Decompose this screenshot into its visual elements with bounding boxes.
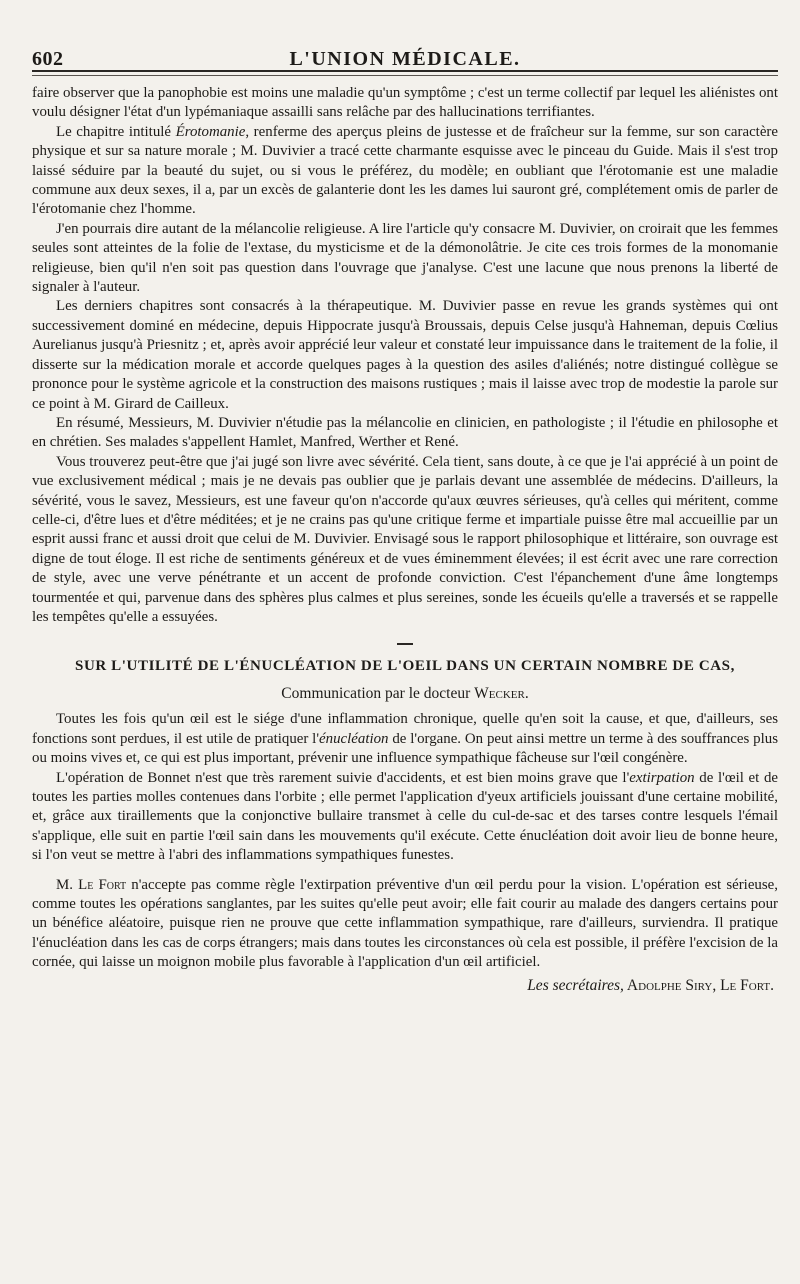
text-run: n'accepte pas comme règle l'extirpation préventive d'un œil perdu pour la vision. L'opération est sérieuse, comme toutes les opérations sanglantes, par les suites qu'elle peut avoir; elle fait courir au malade des dangers certains pour un bénéfice aléatoire, puisque rien ne prouve que cette inflammation sympathique, rare d'ailleurs, surviendra. Il pratique l'énucléation dans les cas de corps étrangers; mais dans toutes les circonstances où cela est possible, il préfère l'excision de la cornée, qui laisse un moignon mobile plus favorable à l'application d'un œil artificiel. <box>32 876 778 971</box>
text-run: Toutes les fois qu'un œil est le siége d'une inflammation chronique, quelle qu'en soit la cause, et que, d'ailleurs, ses fonctions sont perdues, il est utile de pratiquer l' <box>32 711 778 747</box>
review-paragraph-5: En résumé, Messieurs, M. Duvivier n'étudie pas la mélancolie en clinicien, en pathologiste ; il l'étudie en philosophe et en chrétien. Ses malades s'appellent Hamlet, Manfred, Werther et René. <box>32 414 778 451</box>
text-run: Le chapitre intitulé <box>56 123 176 140</box>
text-run: L'opération de Bonnet n'est que très rarement suivie d'accidents, et est bien moins grave que l' <box>56 769 630 786</box>
article-paragraph-3 <box>32 876 778 973</box>
review-paragraph-6: Vous trouverez peut-être que j'ai jugé son livre avec sévérité. Cela tient, sans doute, à ce que je l'ai apprécié à un point de vue exclusivement médical ; mais je ne devais pas oublier que je parlais devant une assemblée de médecins. D'ailleurs, la sévérité, vous le savez, Messieurs, est une faveur qu'on n'accorde qu'aux œuvres sérieuses, qu'à celles qui méritent, comme celle-ci, d'être lues et d'être méditées; et je ne crains pas qu'une critique ferme et impartiale puisse être mal accueillie par un esprit aussi franc et aussi droit que celui de M. Duvivier. Envisagé sous le rapport philosophique et littéraire, son ouvrage est digne de tout éloge. Il est riche de sentiments généreux et de vues éminemment élevées; il est écrit avec une rare correction de style, avec une verve pénétrante et un accent de profonde conviction. C'est l'épanchement d'une âme longtemps tourmentée et qui, parvenue dans des sphères plus calmes et plus sereines, sonde les écueils qu'elle a traversés et se rappelle les tempêtes qu'elle a essuyées. <box>32 453 778 625</box>
section-separator <box>397 643 413 645</box>
emphasis-extirpation: extirpation <box>629 769 695 786</box>
review-section <box>32 84 778 627</box>
speaker-name: M. Le Fort <box>56 876 127 893</box>
emphasis-erotomanie: Érotomanie <box>175 123 246 140</box>
signature-label: Les secrétaires, <box>527 976 624 994</box>
emphasis-enucleation: énucléation <box>319 730 389 747</box>
text-run: , renferme des aperçus pleins de justesse et de fraîcheur sur la femme, sur son caractère physique et sur sa nature morale ; M. Duvivier a tracé cette charmante esquisse avec le pinceau du Guide. Mais il s'est trop laissé séduire par la beauté du sujet, ou si vous le préférez, du modèle; en oubliant que l'érotomanie est une maladie commune aux deux sexes, il a, par un excès de galanterie dont les les dames lui sauront gré, complétement omis de parler de l'érotomanie chez l'homme. <box>32 123 779 218</box>
article-title: SUR L'UTILITÉ DE L'ÉNUCLÉATION DE L'OEIL DANS UN CERTAIN NOMBRE DE CAS, <box>75 658 735 675</box>
running-head <box>32 40 778 72</box>
review-paragraph-1: faire observer que la panophobie est moins une maladie qu'un symptôme ; c'est un terme collectif par lequel les aliénistes ont voulu désigner l'état d'un lypémaniaque assailli sans relâche par des hallucinations terrifiantes. <box>32 85 778 121</box>
article-paragraph-2 <box>32 769 778 866</box>
byline-prefix: Communication par le docteur <box>281 685 475 703</box>
signature-names: Adolphe Siry, Le Fort. <box>623 976 774 994</box>
journal-title: L'UNION MÉDICALE. <box>289 48 521 70</box>
review-paragraph-4: Les derniers chapitres sont consacrés à la thérapeutique. M. Duvivier passe en revue les grands systèmes qui ont successivement dominé en médecine, depuis Hippocrate jusqu'à Broussais, depuis Celse jusqu'à Hahneman, depuis Cœlius Aurelianus jusqu'à Priesnitz ; et, après avoir apprécié leur valeur et constaté leur impuissance dans le traitement de la folie, il disserte sur la médication morale et accorde quelques pages à la question des asiles d'aliénés; notre distingué collègue se prononce pour le système agricole et la construction des maisons rustiques ; mais il laisse avec trop de modestie la parole sur ce point à M. Girard de Cailleux. <box>32 298 778 412</box>
article-section <box>32 655 778 994</box>
article-byline <box>32 683 778 705</box>
review-paragraph-3: J'en pourrais dire autant de la mélancolie religieuse. A lire l'article qu'y consacre M. Duvivier, on croirait que les femmes seules sont atteintes de la folie de l'extase, du mysticisme et de la démonolâtrie. Je cite ces trois formes de la monomanie religieuse, bien qu'il n'en soit pas question dans l'ouvrage que j'analyse. C'est une lacune que nous prenons la liberté de signaler à l'auteur. <box>32 220 778 296</box>
text-run: de l'œil et de toutes les parties molles contenues dans l'orbite ; elle permet l'application d'yeux artificiels jouissant d'une certaine mobilité, et, grâce aux tiraillements que la conjonctive bullaire transmet à celle du cul-de-sac et des tarses contre lesquels l'émail s'applique, elle suit en partie l'œil sain dans les mouvements qu'il exécute. Cette énucléation doit avoir lieu de bonne heure, si l'on veut se mettre à l'abri des inflammations sympathiques funestes. <box>32 769 778 864</box>
page-number: 602 <box>32 48 64 70</box>
text-run: de l'organe. On peut ainsi mettre un terme à des souffrances plus ou moins vives et, ce qui est plus important, prévenir une influence sympathique fâcheuse sur l'œil congénère. <box>32 730 778 767</box>
byline-author: Wecker. <box>474 685 529 703</box>
article-paragraph-1 <box>32 710 778 768</box>
review-paragraph-2 <box>32 123 778 220</box>
signature <box>32 977 778 995</box>
header-rule <box>32 75 778 76</box>
